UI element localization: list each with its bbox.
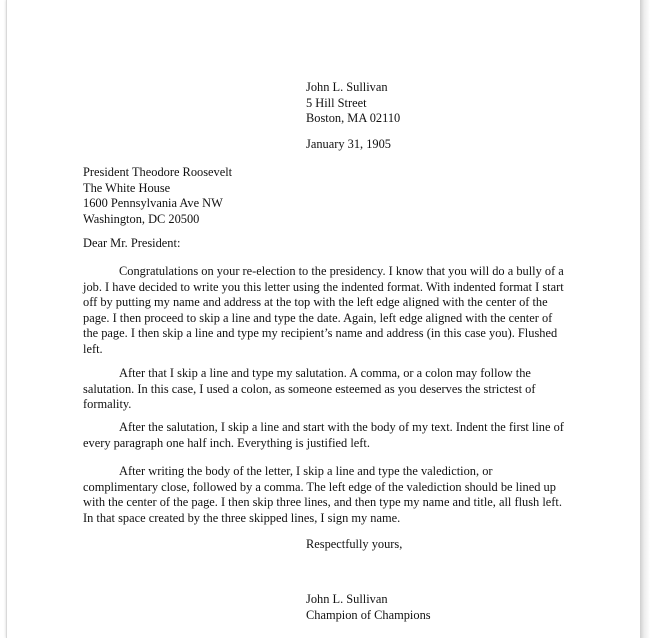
salutation: Dear Mr. President: xyxy=(83,236,181,250)
signature-name: John L. Sullivan xyxy=(306,592,388,606)
recipient-street: 1600 Pennsylvania Ave NW xyxy=(83,196,223,211)
recipient-city: Washington, DC 20500 xyxy=(83,211,200,226)
sender-name: John L. Sullivan xyxy=(306,80,388,94)
page-shadow xyxy=(640,0,650,638)
body-paragraph-3: After the salutation, I skip a line and start with the body of my text. Indent the first line of every paragraph one half inch. Everything is justified left. xyxy=(83,420,564,450)
sender-street: 5 Hill Street xyxy=(306,95,367,110)
body-paragraph-4: After writing the body of the letter, I skip a line and type the valediction, or complimentary close, followed by a comma. The left edge of the valediction should be lined up with the center of the page. I then skip three lines, and then type my name and title, all flush left. In that space created by the three skipped lines, I sign my name. xyxy=(83,464,562,525)
recipient-name: President Theodore Roosevelt xyxy=(83,165,233,179)
signature-title: Champion of Champions xyxy=(306,607,431,622)
signature-block xyxy=(306,592,431,623)
recipient-org: The White House xyxy=(83,180,171,195)
sender-address xyxy=(306,80,400,127)
body-paragraph-1: Congratulations on your re-election to the presidency. I know that you will do a bully of a job. I have decided to write you this letter using the indented format. With indented format I start off by putting my name and address at the top with the left edge aligned with the center of the page. I then proceed to skip a line and type the date. Again, left edge aligned with the center of the page. I then skip a line and type my recipient’s name and address (in this case you). Flushed left. xyxy=(83,264,564,356)
recipient-address xyxy=(83,165,232,227)
valediction: Respectfully yours, xyxy=(306,537,403,551)
sender-city: Boston, MA 02110 xyxy=(306,111,401,126)
body-paragraph-2: After that I skip a line and type my salutation. A comma, or a colon may follow the salutation. In this case, I used a colon, as someone esteemed as you deserves the strictest of formality. xyxy=(83,366,536,412)
letter-date: January 31, 1905 xyxy=(306,137,391,151)
